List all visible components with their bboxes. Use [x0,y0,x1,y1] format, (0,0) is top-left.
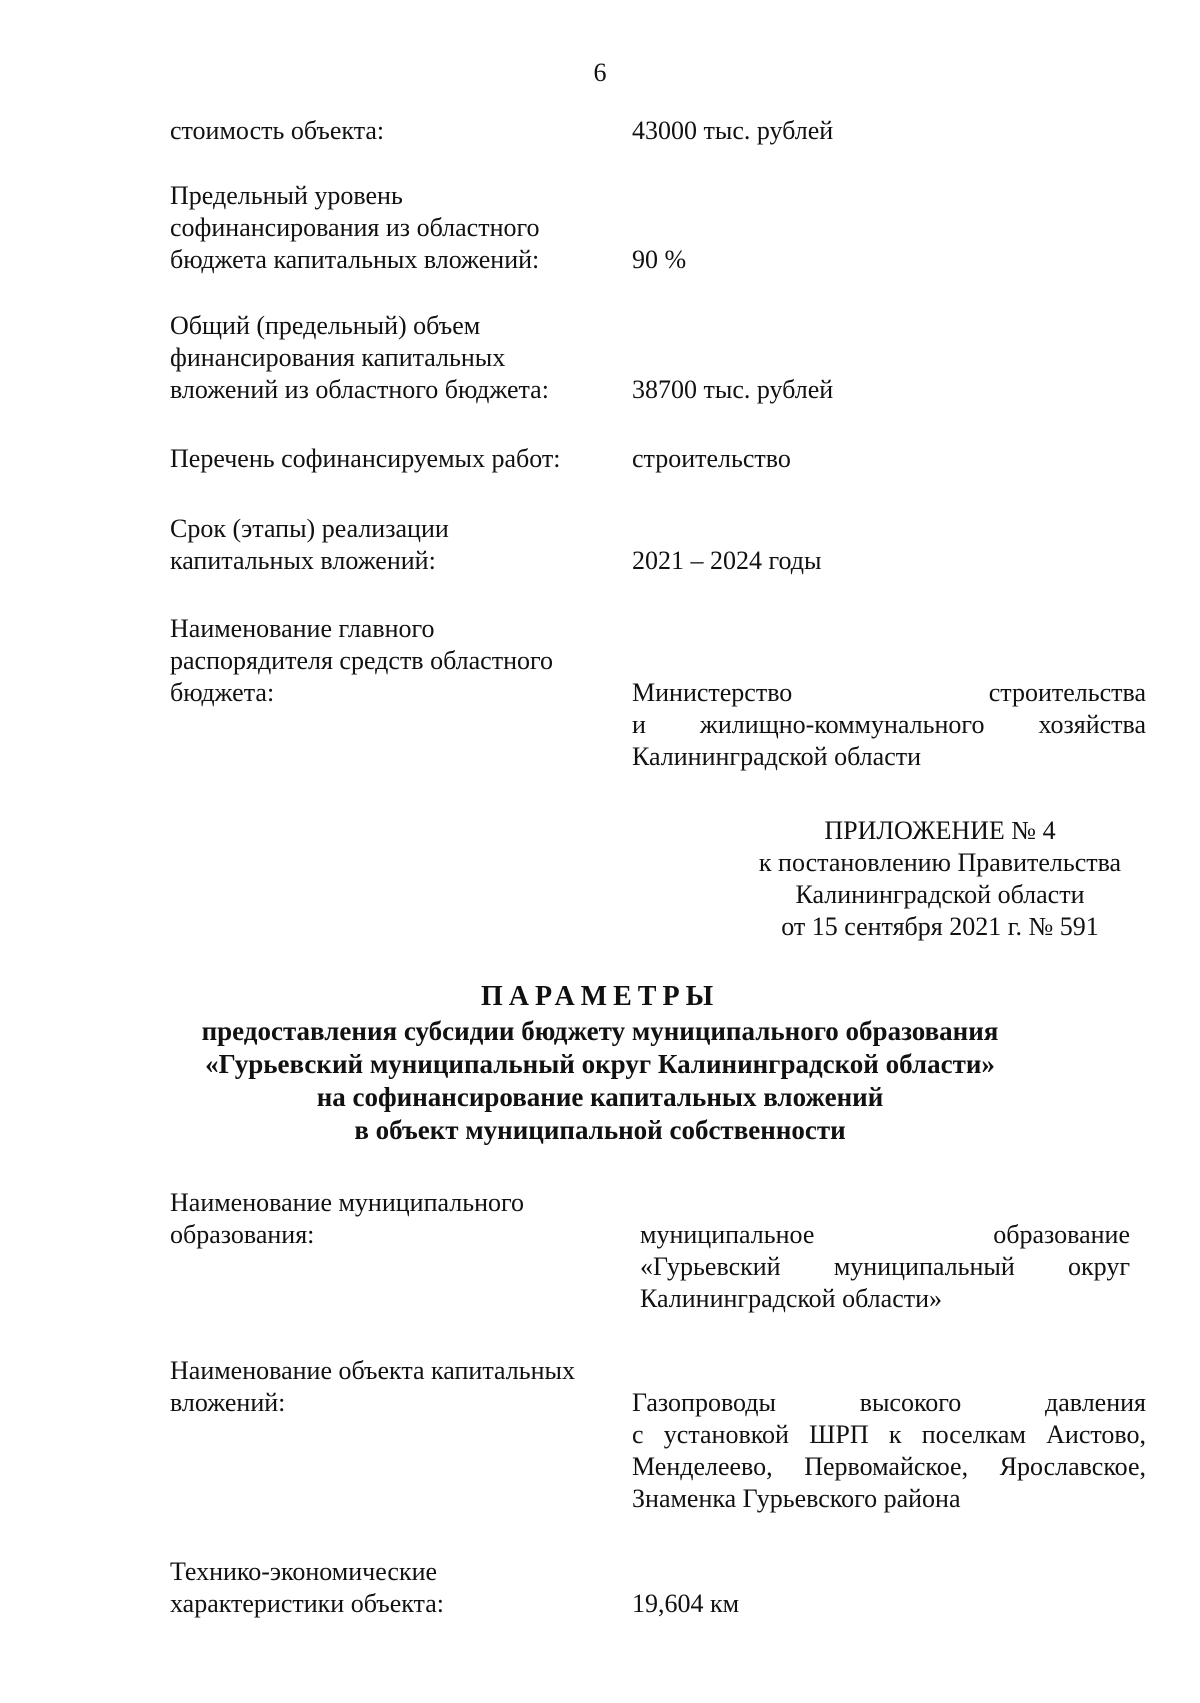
param-label [170,115,630,147]
title-line: «Гурьевский муниципальный округ Калининградской области» [205,1049,995,1079]
value-line: и жилищно-коммунального хозяйства [632,710,1146,739]
param-value [632,443,791,475]
value-line: 19,604 км [632,1589,740,1618]
label-line: софинансирования из областного [170,213,540,242]
value-line: 90 % [632,245,687,274]
appendix-number: ПРИЛОЖЕНИЕ № 4 [824,816,1056,845]
label-line: финансирования капитальных [170,343,506,372]
param-label [170,180,630,276]
label-line: Наименование муниципального [170,1188,525,1217]
page-number: 6 [593,58,607,87]
appendix-line: Калининградской области [795,880,1085,909]
param-label [170,1187,630,1251]
value-line: Знаменка Гурьевского района [632,1484,961,1513]
param-value [632,545,821,577]
param-label [170,613,630,709]
title-line: предоставления субсидии бюджету муниципального образования [201,1016,999,1046]
param-label [170,1355,630,1419]
value-line: Газопроводы высокого давления [632,1388,1146,1417]
label-line: образования: [170,1220,315,1249]
value-line: 43000 тыс. рублей [632,116,834,145]
label-line: вложений: [170,1388,286,1417]
param-value [632,374,833,406]
label-line: вложений из областного бюджета: [170,375,549,404]
label-line: характеристики объекта: [170,1589,445,1618]
value-line: Министерство строительства [632,678,1146,707]
value-line: строительство [632,444,791,473]
param-label [170,1556,630,1620]
appendix-reference [720,815,1160,943]
value-line: 38700 тыс. рублей [632,375,834,404]
label-line: стоимость объекта: [170,116,385,145]
label-line: Технико-экономические [170,1557,438,1586]
param-label [170,513,630,577]
label-line: капитальных вложений: [170,546,436,575]
label-line: Общий (предельный) объем [170,311,481,340]
title-line: в объект муниципальной собственности [354,1115,846,1145]
value-line: 2021 – 2024 годы [632,546,822,575]
label-line: Срок (этапы) реализации [170,514,449,543]
param-value [632,1588,739,1620]
label-line: бюджета: [170,678,275,707]
value-line: Калининградской области [632,742,922,771]
param-value [632,115,833,147]
appendix-line: к постановлению Правительства [758,848,1122,877]
param-value [640,1219,1130,1315]
document-title [0,980,1200,1147]
label-line: распорядителя средств областного [170,646,554,675]
value-line: «Гурьевский муниципальный округ [640,1252,1130,1281]
title-line: на софинансирование капитальных вложений [316,1082,884,1112]
param-value [632,1387,1146,1515]
value-line: Калининградской области» [640,1284,943,1313]
param-label [170,310,630,406]
label-line: бюджета капитальных вложений: [170,245,540,274]
value-line: Менделеево, Первомайское, Ярославское, [632,1452,1146,1481]
label-line: Наименование объекта капитальных [170,1356,575,1385]
param-value [632,244,686,276]
value-line: муниципальное образование [640,1220,1130,1249]
label-line: Перечень софинансируемых работ: [170,444,561,473]
value-line: с установкой ШРП к поселкам Аистово, [632,1420,1146,1449]
param-label [170,443,630,475]
label-line: Предельный уровень [170,181,403,210]
title-heading: ПАРАМЕТРЫ [480,981,720,1012]
param-value [632,677,1146,773]
appendix-date: от 15 сентября 2021 г. № 591 [781,912,1099,941]
label-line: Наименование главного [170,614,435,643]
